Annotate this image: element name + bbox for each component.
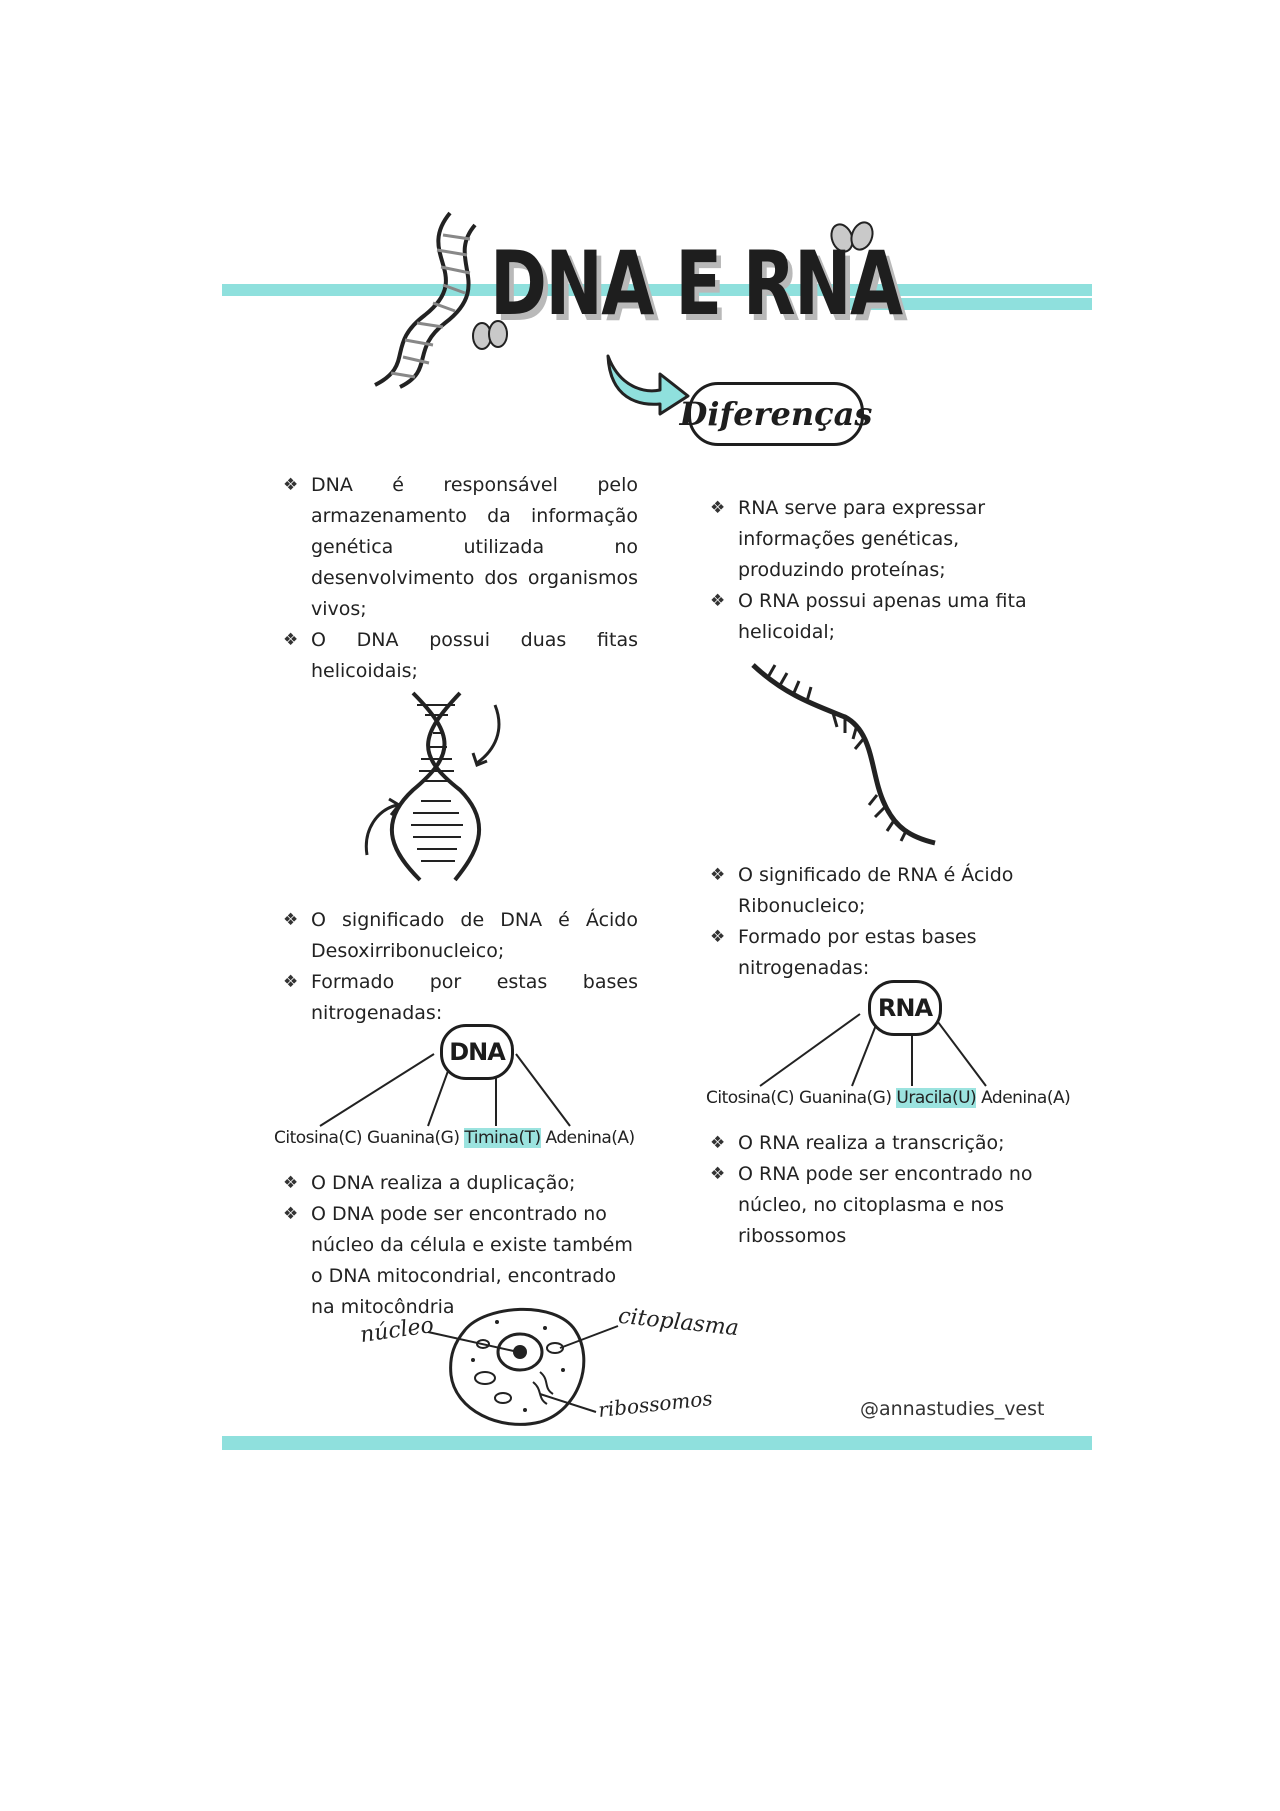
rna-bottom-list xyxy=(710,1128,1050,1252)
list-item: ❖ O significado de RNA é Ácido Ribonucleico; xyxy=(710,860,1050,922)
rna-strand-icon xyxy=(745,655,945,850)
list-item: ❖ O RNA pode ser encontrado no núcleo, no citoplasma e nos ribossomos xyxy=(710,1159,1050,1252)
author-credit: @annastudies_vest xyxy=(860,1398,1045,1420)
list-item: ❖ Formado por estas bases nitrogenadas: xyxy=(283,967,638,1029)
dna-double-helix-icon xyxy=(355,685,510,885)
bullet-icon: ❖ xyxy=(283,475,299,495)
list-item: ❖ O DNA realiza a duplicação; xyxy=(283,1168,638,1199)
base-label: Adenina(A) xyxy=(981,1088,1071,1108)
bottom-highlight-band xyxy=(222,1436,1092,1450)
cytoplasm-label: citoplasma xyxy=(617,1303,740,1342)
rna-mid-list xyxy=(710,860,1050,984)
subtitle-badge: Diferenças xyxy=(688,382,864,446)
rna-hub-badge: RNA xyxy=(868,980,942,1036)
base-label-highlighted: Uracila(U) xyxy=(896,1088,977,1108)
list-item: ❖ DNA é responsável pelo armazenamento da informação genética utilizada no desenvolvimento dos organismos vivos; xyxy=(283,470,638,625)
bullet-icon: ❖ xyxy=(283,910,299,930)
nucleus-label: núcleo xyxy=(358,1312,436,1349)
bullet-icon: ❖ xyxy=(710,1133,726,1153)
base-label: Guanina(G) xyxy=(366,1128,460,1148)
bullet-icon: ❖ xyxy=(710,927,726,947)
bullet-icon: ❖ xyxy=(710,498,726,518)
list-item: ❖ RNA serve para expressar informações genéticas, produzindo proteínas; xyxy=(710,493,1060,586)
bullet-icon: ❖ xyxy=(283,1204,299,1224)
page-title: DNA E RNA xyxy=(490,232,902,335)
dna-helix-icon xyxy=(355,205,490,390)
ribosomes-label: ribossomos xyxy=(597,1386,714,1422)
list-item: ❖ O DNA pode ser encontrado no núcleo da célula e existe também o DNA mitocondrial, encontrado na mitocôndria xyxy=(283,1199,638,1323)
list-item: ❖ Formado por estas bases nitrogenadas: xyxy=(710,922,1050,984)
list-item: ❖ O RNA possui apenas uma fita helicoidal; xyxy=(710,586,1060,648)
bullet-icon: ❖ xyxy=(710,591,726,611)
base-label: Guanina(G) xyxy=(798,1088,892,1108)
bullet-icon: ❖ xyxy=(283,630,299,650)
base-label: Adenina(A) xyxy=(545,1128,635,1148)
dna-top-list xyxy=(283,470,638,687)
base-label: Citosina(C) xyxy=(706,1088,795,1108)
rna-bases-list xyxy=(706,1088,1070,1108)
base-label: Citosina(C) xyxy=(274,1128,363,1148)
bullet-icon: ❖ xyxy=(710,865,726,885)
list-item: ❖ O RNA realiza a transcrição; xyxy=(710,1128,1050,1159)
bullet-icon: ❖ xyxy=(283,1173,299,1193)
list-item: ❖ O significado de DNA é Ácido Desoxirribonucleico; xyxy=(283,905,638,967)
list-item: ❖ O DNA possui duas fitas helicoidais; xyxy=(283,625,638,687)
dna-hub-badge: DNA xyxy=(440,1024,514,1080)
dna-bases-list xyxy=(274,1128,635,1148)
dna-mid-list xyxy=(283,905,638,1029)
rna-top-list xyxy=(710,493,1060,648)
bullet-icon: ❖ xyxy=(283,972,299,992)
base-label-highlighted: Timina(T) xyxy=(464,1128,541,1148)
bullet-icon: ❖ xyxy=(710,1164,726,1184)
